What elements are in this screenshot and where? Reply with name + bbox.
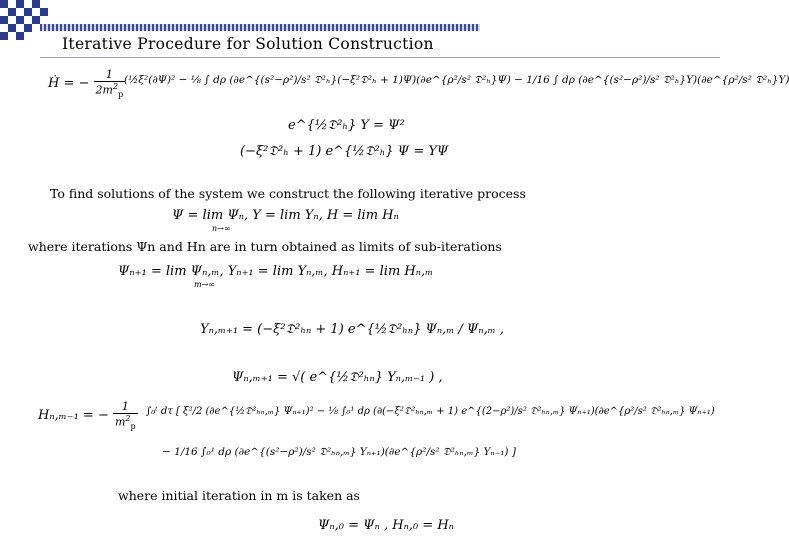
paragraph-3: where initial iteration in m is taken as bbox=[118, 488, 360, 503]
initial-iteration-equation: Ψₙ,₀ = Ψₙ , Hₙ,₀ = Hₙ bbox=[318, 518, 454, 533]
limits-1-subscript: n→∞ bbox=[212, 224, 231, 233]
constraint-equation-1: e^{½𝔇²ₕ} Υ = Ψ² bbox=[288, 118, 405, 133]
prefactor-fraction: $\frac{1}{2m^2_p}$ bbox=[95, 68, 124, 99]
limits-2-subscript: m→∞ bbox=[194, 280, 215, 289]
slide-title: Iterative Procedure for Solution Construction bbox=[62, 35, 434, 53]
hamiltonian-rhs: (½ξ²(∂Ψ)² − ⅛ ∫ dρ (∂e^{(s²−ρ²)/s² 𝔇²ₕ}(−ξ²𝔇²ₕ + 1)Ψ)(∂e^{ρ²/s² 𝔇²ₕ}Ψ) − 1/16 ∫ dρ (∂e^{(s²−ρ²)/s² 𝔇²ₕ}Υ)(∂e^{ρ²/s² 𝔇²ₕ}Υ) bbox=[124, 74, 789, 86]
paragraph-2: where iterations Ψn and Hn are in turn obtained as limits of sub-iterations bbox=[28, 239, 502, 254]
constraint-equation-2: (−ξ²𝔇²ₕ + 1) e^{½𝔇²ₕ} Ψ = ΥΨ bbox=[240, 144, 449, 159]
limits-equation-2: Ψₙ₊₁ = lim Ψₙ,ₘ, Υₙ₊₁ = lim Υₙ,ₘ, Hₙ₊₁ = lim Hₙ,ₘ bbox=[118, 264, 434, 279]
h-iteration-lhs: Hₙ,ₘ₋₁ = − bbox=[38, 407, 109, 423]
hamiltonian-equation bbox=[48, 68, 125, 99]
h-iteration-head bbox=[38, 400, 138, 431]
title-decoration-bar bbox=[40, 24, 480, 31]
hamiltonian-lhs: Ḣ = − bbox=[48, 75, 90, 91]
title-divider bbox=[40, 57, 720, 58]
paragraph-1: To find solutions of the system we construct the following iterative process bbox=[50, 186, 526, 201]
upsilon-iteration: Υₙ,ₘ₊₁ = (−ξ²𝔇²ₕₙ + 1) e^{½𝔇²ₕₙ} Ψₙ,ₘ / Ψₙ,ₘ , bbox=[200, 322, 504, 337]
h-iteration-line-1: ∫₀ᵗ dτ [ ξ²/2 (∂e^{½𝔇²ₕₙ,ₘ} Ψₙ₊₁)² − ⅛ ∫₀¹ dρ (∂(−ξ²𝔇²ₕₙ,ₘ + 1) e^{(2−ρ²)/s² 𝔇²ₕₙ,ₘ} Ψₙ₊₁)(∂e^{ρ²/s² 𝔇²ₕₙ,ₘ} Ψₙ₊₁) bbox=[146, 406, 715, 417]
limits-equation-1: Ψ = lim Ψₙ, Υ = lim Υₙ, H = lim Hₙ bbox=[172, 208, 399, 223]
h-prefactor-fraction: $\frac{1}{m^2_p}$ bbox=[114, 400, 136, 431]
h-iteration-line-2: − 1/16 ∫₀¹ dρ (∂e^{(s²−ρ²)/s² 𝔇²ₕₙ,ₘ} Υₙ₊₁)(∂e^{ρ²/s² 𝔇²ₕₙ,ₘ} Υₙ₋₁) ] bbox=[162, 446, 516, 458]
psi-iteration: Ψₙ,ₘ₊₁ = √( e^{½𝔇²ₕₙ} Υₙ,ₘ₋₁ ) , bbox=[232, 370, 443, 385]
